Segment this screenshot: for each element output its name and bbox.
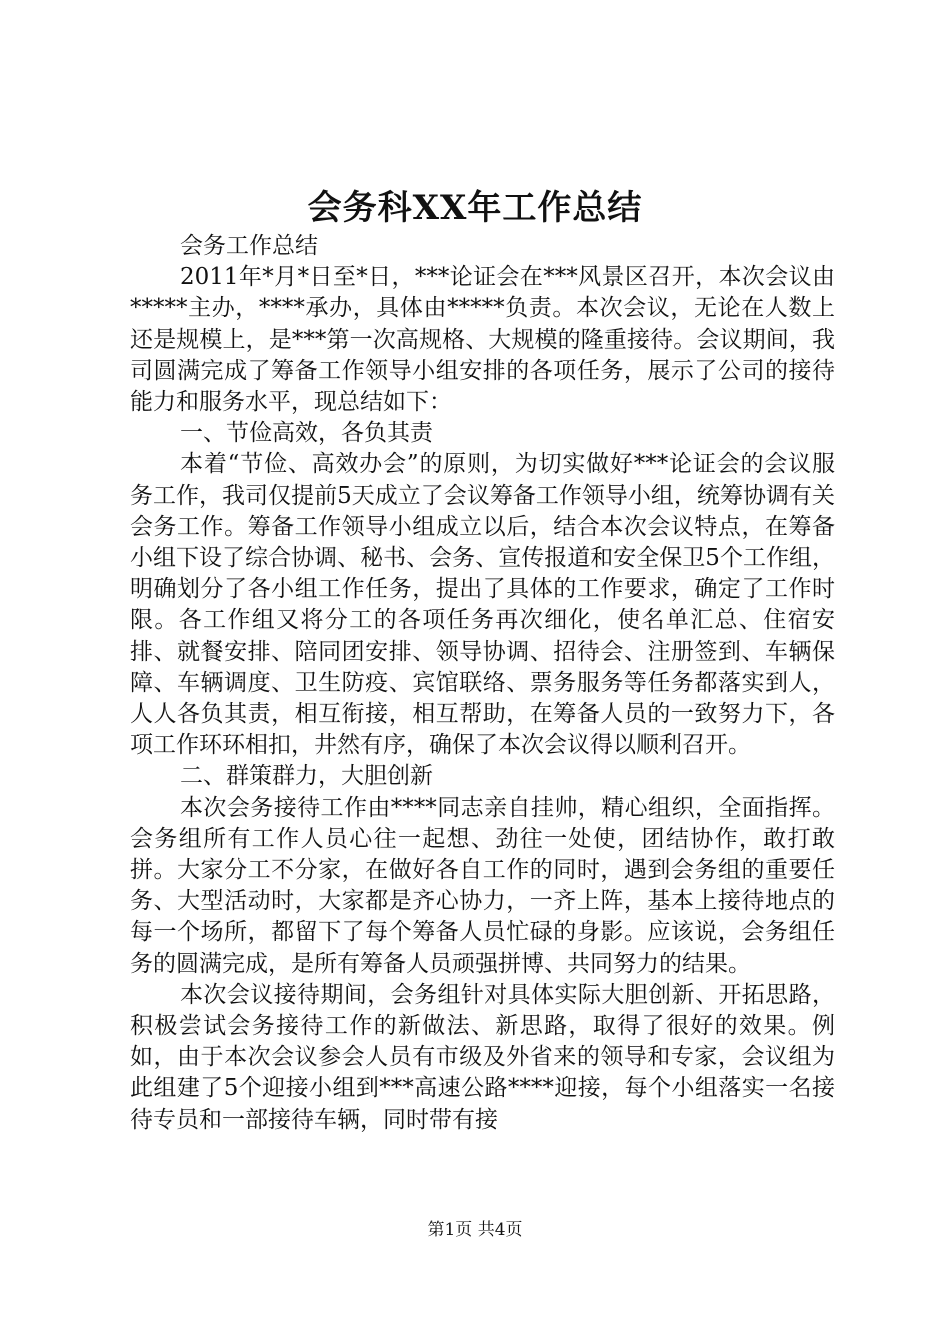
- paragraph: 会务工作总结: [180, 233, 318, 259]
- page-footer: 第1页 共4页: [427, 1220, 523, 1240]
- paragraph: 2011年*月*日至*日，***论证会在***风景区召开，本次会议由*****主办，****承办，具体由*****负责。本次会议，无论在人数上还是规模上，是***第一次高规格、大规模的隆重接待。会议期间，我司圆满完成了筹备工作领导小组安排的各项任务，展示了公司的接待能力和服务水平，现总结如下：: [130, 264, 835, 416]
- document-body: [130, 231, 835, 1136]
- paragraph: 本次会务接待工作由****同志亲自挂帅，精心组织，全面指挥。会务组所有工作人员心往一起想、劲往一处使，团结协作，敢打敢拼。大家分工不分家，在做好各自工作的同时，遇到会务组的重要任务、大型活动时，大家都是齐心协力，一齐上阵，基本上接待地点的每一个场所，都留下了每个筹备人员忙碌的身影。应该说，会务组任务的圆满完成，是所有筹备人员顽强拼博、共同努力的结果。: [130, 794, 835, 977]
- section-heading: 一、节俭高效，各负其责: [180, 420, 433, 447]
- document-title: 会务科XX年工作总结: [307, 188, 643, 228]
- paragraph: 本着“节俭、高效办会”的原则，为切实做好***论证会的会议服务工作，我司仅提前5天成立了会议筹备工作领导小组，统筹协调有关会务工作。筹备工作领导小组成立以后，结合本次会议特点，在筹备小组下设了综合协调、秘书、会务、宣传报道和安全保卫5个工作组，明确划分了各小组工作任务，提出了具体的工作要求，确定了工作时限。各工作组又将分工的各项任务再次细化，使名单汇总、住宿安排、就餐安排、陪同团安排、领导协调、招待会、注册签到、车辆保障、车辆调度、卫生防疫、宾馆联络、票务服务等任务都落实到人，人人各负其责，相互衔接，相互帮助，在筹备人员的一致努力下，各项工作环环相扣，井然有序，确保了本次会议得以顺利召开。: [130, 451, 835, 759]
- section-heading: 二、群策群力，大胆创新: [180, 763, 433, 790]
- paragraph: 本次会议接待期间，会务组针对具体实际大胆创新、开拓思路，积极尝试会务接待工作的新做法、新思路，取得了很好的效果。例如，由于本次会议参会人员有市级及外省来的领导和专家，会议组为此组建了5个迎接小组到***高速公路****迎接，每个小组落实一名接待专员和一部接待车辆，同时带有接: [130, 981, 835, 1133]
